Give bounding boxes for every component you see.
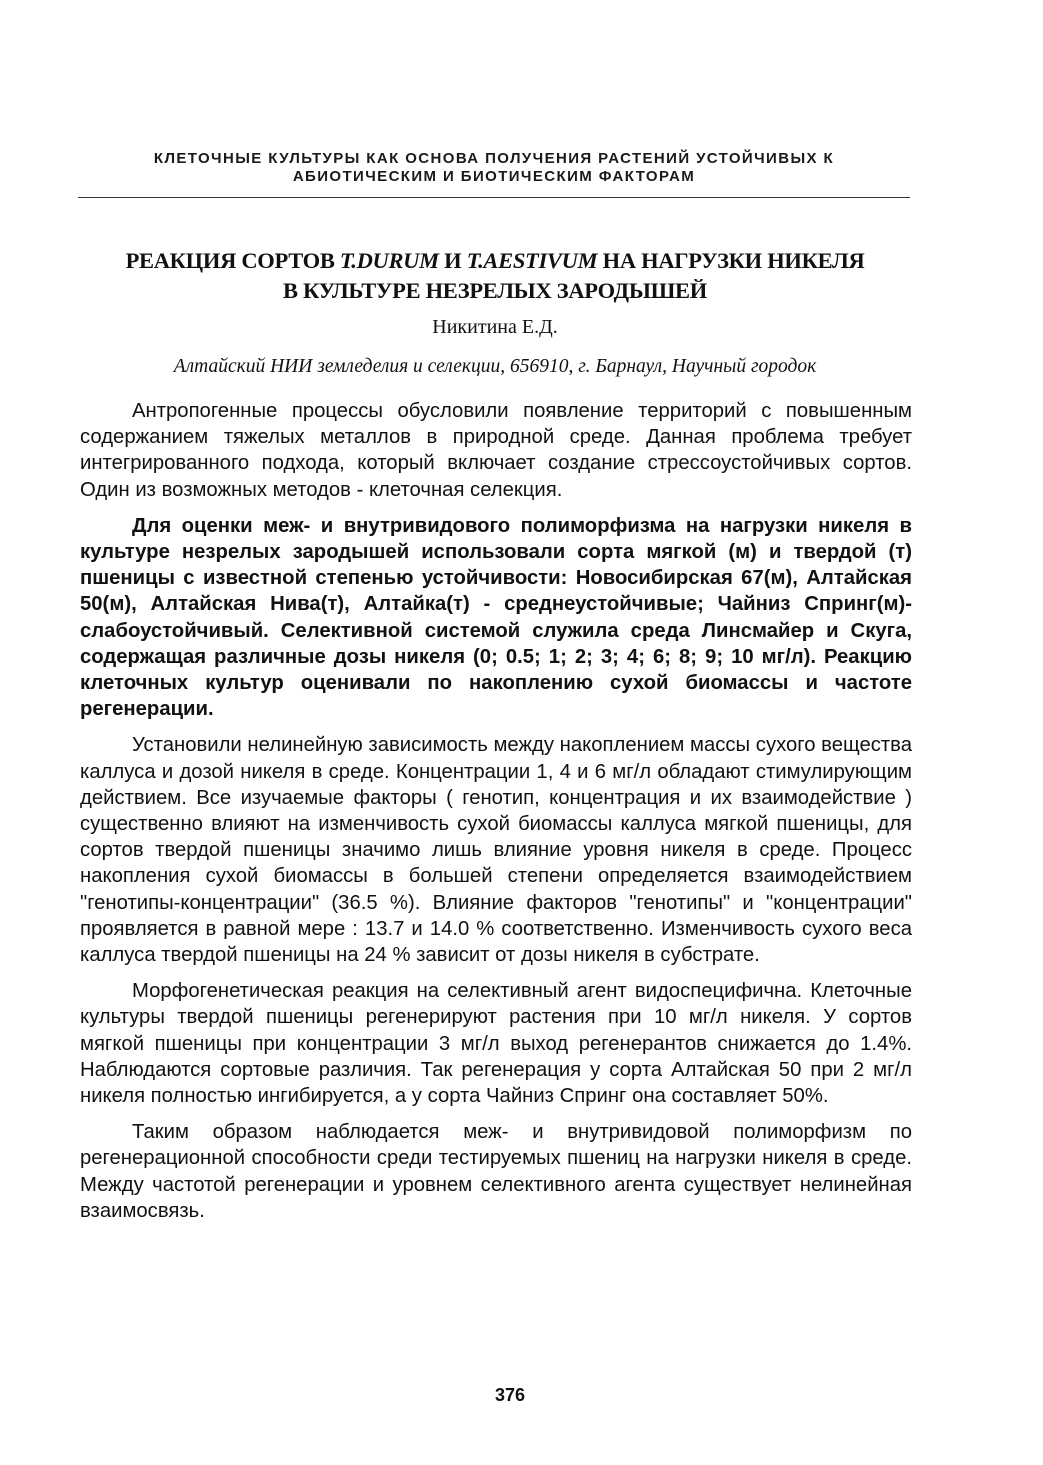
running-header bbox=[78, 150, 910, 186]
article-title bbox=[80, 246, 910, 306]
header-divider bbox=[78, 197, 910, 198]
title-part-1: РЕАКЦИЯ СОРТОВ bbox=[125, 248, 340, 273]
running-header-line-1: КЛЕТОЧНЫЕ КУЛЬТУРЫ КАК ОСНОВА ПОЛУЧЕНИЯ РАСТЕНИЙ УСТОЙЧИВЫХ К bbox=[153, 150, 835, 167]
title-line-1 bbox=[80, 246, 910, 276]
paragraph-methods: Для оценки меж- и внутривидового полиморфизма на нагрузки никеля в культуре незрелых зародышей использовали сорта мягкой (м) и твердой (т) пшеницы с известной степенью устойчивости: Новосибирская 67(м), Алтайская 50(м), Алтайская Нива(т), Алтайка(т) - среднеустойчивые; Чайниз Спринг(м)-слабоустойчивый. Селективной системой служила среда Линсмайер и Скуга, содержащая различные дозы никеля (0; 0.5; 1; 2; 3; 4; 6; 8; 9; 10 мг/л). Реакцию клеточных культур оценивали по накоплению сухой биомассы и частоте регенерации. bbox=[80, 514, 912, 721]
title-species-aestivum: T.AESTIVUM bbox=[466, 248, 598, 273]
title-part-3: НА НАГРУЗКИ НИКЕЛЯ bbox=[597, 248, 865, 273]
author: Никитина Е.Д. bbox=[432, 316, 558, 338]
paragraph-results-regeneration: Морфогенетическая реакция на селективный агент видоспецифична. Клеточные культуры твердой пшеницы регенерируют растения при 10 мг/л никеля. У сортов мягкой пшеницы при концентрации 3 мг/л выход регенерантов снижается до 1.4%. Наблюдаются сортовые различия. Так регенерация у сорта Алтайская 50 при 2 мг/л никеля полностью ингибируется, а у сорта Чайниз Спринг она составляет 50%. bbox=[80, 980, 912, 1108]
affiliation: Алтайский НИИ земледелия и селекции, 656910, г. Барнаул, Научный городок bbox=[173, 356, 817, 377]
paragraph-intro: Антропогенные процессы обусловили появление территорий с повышенным содержанием тяжелых металлов в природной среде. Данная проблема требует интегрированного подхода, который включает создание стрессоустойчивых сортов. Один из возможных методов - клеточная селекция. bbox=[80, 400, 912, 501]
article-body bbox=[80, 398, 912, 1234]
page-number: 376 bbox=[494, 1385, 526, 1405]
title-species-durum: T.DURUM bbox=[339, 248, 439, 273]
running-header-line-2: АБИОТИЧЕСКИМ И БИОТИЧЕСКИМ ФАКТОРАМ bbox=[292, 168, 696, 185]
paragraph-results-biomass: Установили нелинейную зависимость между накоплением массы сухого вещества каллуса и дозой никеля в среде. Концентрации 1, 4 и 6 мг/л обладают стимулирующим действием. Все изучаемые факторы ( генотип, концентрация и их взаимодействие ) существенно влияют на изменчивость сухой биомассы каллуса мягкой пшеницы, для сортов твердой пшеницы значимо лишь влияние уровня никеля в среде. Процесс накопления сухой биомассы в большей степени определяется взаимодействием "генотипы-концентрации" (36.5 %). Влияние факторов "генотипы" и "концентрации" проявляется в равной мере : 13.7 и 14.0 % соответственно. Изменчивость сухого веса каллуса твердой пшеницы на 24 % зависит от дозы никеля в субстрате. bbox=[80, 734, 912, 967]
paragraph-conclusion: Таким образом наблюдается меж- и внутривидовой полиморфизм по регенерационной способности среди тестируемых пшениц на нагрузки никеля в среде. Между частотой регенерации и уровнем селективного агента существует нелинейная взаимосвязь. bbox=[80, 1121, 912, 1222]
title-part-2: И bbox=[438, 248, 467, 273]
title-line-2: В КУЛЬТУРЕ НЕЗРЕЛЫХ ЗАРОДЫШЕЙ bbox=[283, 278, 707, 303]
